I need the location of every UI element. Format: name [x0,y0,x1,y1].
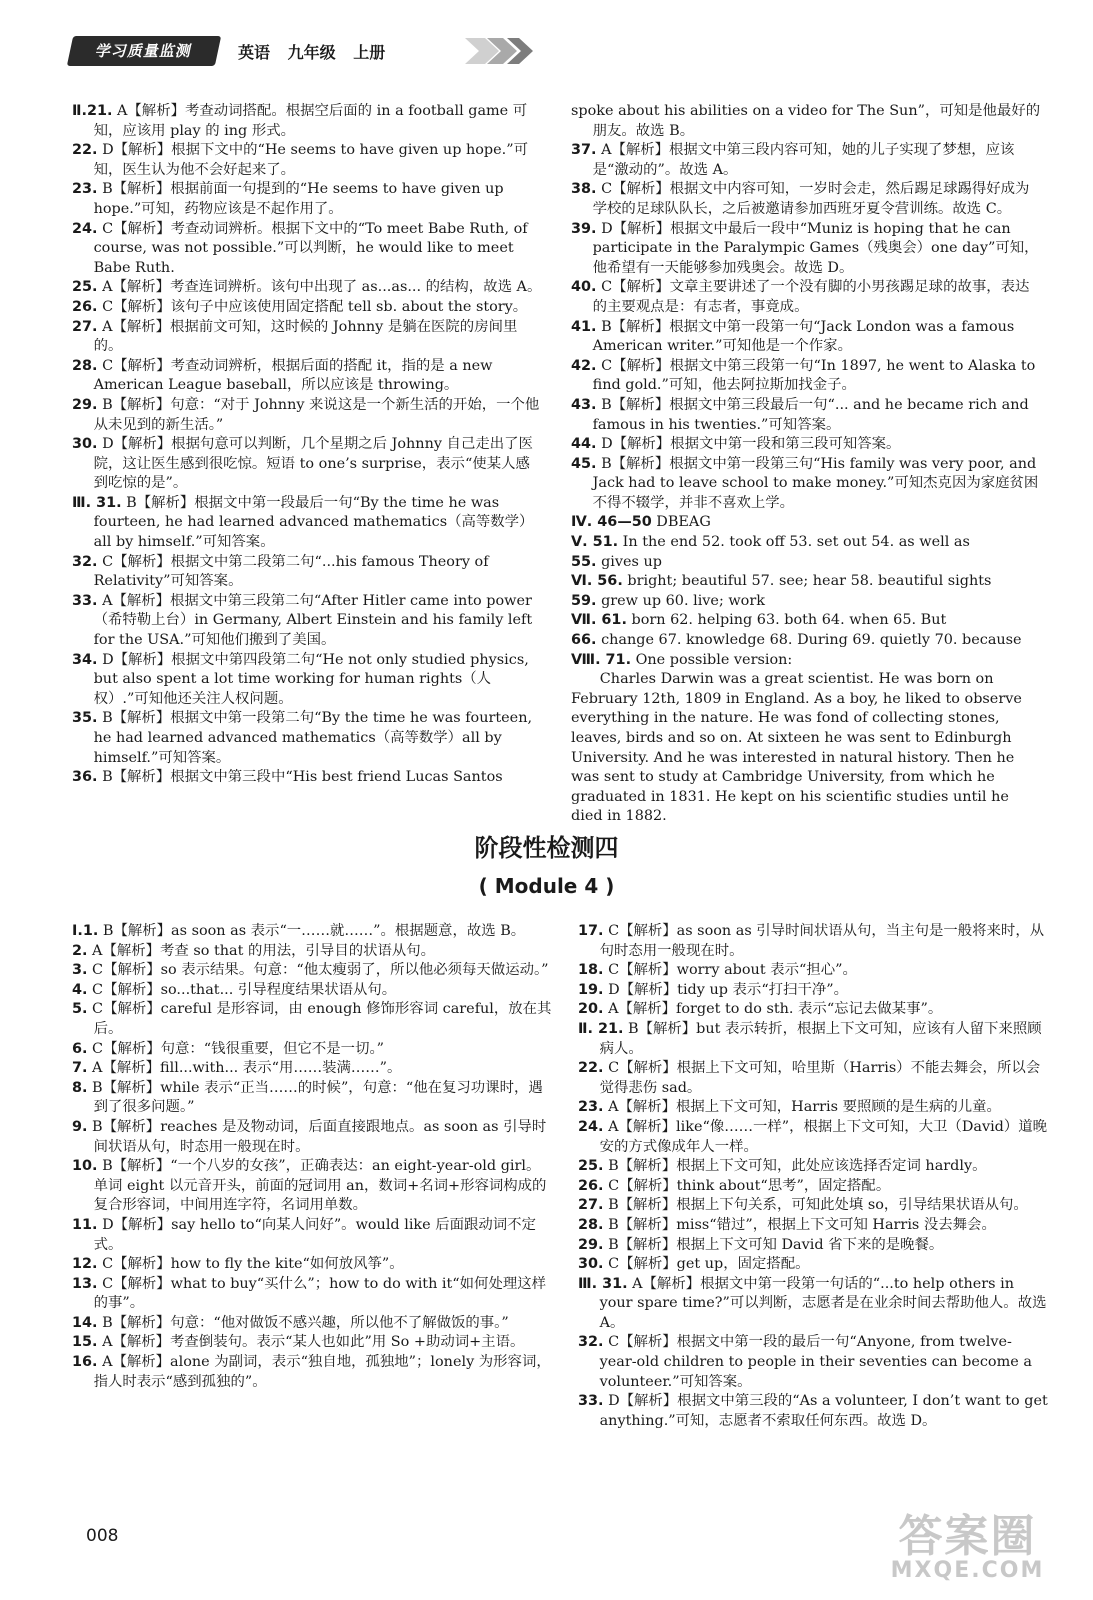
answer-text: A【解析】根据文中第三段第二句“After Hitler came into power（希特勒上台）in Germany, Albert Einstein and his family left for the USA.”可知他们搬到了美国。 [93,592,533,649]
answer-text: C【解析】根据文中第一段的最后一句“Anyone, from twelve-year-old children to people in their seventies can become a volunteer.”可知答案。 [599,1334,1032,1390]
watermark-bottom: MXQE.COM [890,1558,1045,1583]
answer-number: 35. [72,710,98,727]
answer-item [72,1000,552,1039]
answer-text: C【解析】as soon as 引导时间状语从句，当主句是一般将来时，从句时态用一般现在时。 [599,923,1045,959]
answer-text: B【解析】根据文中第一段第二句“By the time he was fourteen, he had learned advanced mathematics（高等数学）all by himself.”可知答案。 [93,710,533,766]
answer-text: D【解析】tidy up 表示“打扫干净”。 [603,981,848,998]
answer-item [72,102,542,141]
answer-text: C【解析】so...that... 引导程度结果状语从句。 [87,981,397,998]
answer-text: A【解析】like“像……一样”，根据上下文可知，大卫（David）道晚安的方式像成年人一样。 [599,1118,1048,1155]
answer-item [571,651,1043,671]
answer-text: bright; beautiful 57. see; hear 58. beautiful sights [622,573,992,590]
answer-number: 34. [72,651,98,668]
answer-item [571,220,1043,279]
model-essay: Charles Darwin was a great scientist. He was born on February 12th, 1809 in England. As a boy, he liked to observe everything in the nature. He was fond of collecting stones, leaves, birds and so on. At sixteen he was sent to Edinburgh University. And he was interested in natural history. Then he was sent to study at Cambridge University, from which he graduated in 1831. He kept on his scientific studies until he died in 1882. [571,671,1022,825]
answer-text: A【解析】考查动词搭配。根据空后面的 in a football game 可知，应该用 play 的 ing 形式。 [93,103,528,139]
answer-text: B【解析】while 表示“正当……的时候”，句意：“他在复习功课时，遇到了很多问题。” [87,1079,543,1116]
answer-text: D【解析】根据文中第一段和第三段可知答案。 [596,436,901,453]
answer-text: C【解析】根据文中内容可知，一岁时会走，然后踢足球踢得好成为学校的足球队队长，之后被邀请参加西班牙夏令营训练。故选 C。 [592,181,1030,217]
answer-number: Ⅵ. 56. [571,573,623,590]
section-subtitle: ( Module 4 ) [478,874,615,898]
answer-item [72,435,542,494]
answer-item [571,141,1043,180]
answer-item [571,435,1043,455]
answer-item [571,592,1043,612]
answer-text: C【解析】worry about 表示“担心”。 [603,962,857,979]
answer-item [72,1255,552,1275]
answer-text: D【解析】say hello to“向某人问好”。would like 后面跟动词不定式。 [93,1216,536,1253]
answer-item [578,1118,1048,1157]
answer-text: B【解析】句意：“他对做饭不感兴趣，所以他不了解做饭的事。” [97,1314,509,1331]
answer-number: 19. [578,981,604,998]
answer-number: Ⅶ. 61. [571,612,627,629]
answer-number: 55. [571,553,597,570]
answer-number: 23. [578,1099,604,1116]
answer-item [72,942,552,962]
answer-text: A【解析】考查倒装句。表示“某人也如此”用 So +助动词+主语。 [97,1334,525,1351]
answer-number: 32. [72,553,98,570]
answer-item [578,1216,1048,1236]
answer-text: C【解析】think about“思考”，固定搭配。 [603,1177,891,1194]
answer-item [571,357,1043,396]
answer-number: 13. [72,1275,98,1292]
answer-number: 26. [578,1177,604,1194]
answer-text: C【解析】文章主要讲述了一个没有脚的小男孩踢足球的故事，表达的主要观点是：有志者，事竟成。 [592,279,1030,315]
answer-number: 8. [72,1079,88,1096]
answer-text: B【解析】根据上下文可知 David 省下来的是晚餐。 [603,1236,944,1253]
answer-item [72,318,542,357]
answer-number: 6. [72,1040,88,1057]
answer-item [72,1333,552,1353]
answer-item [571,318,1043,357]
answer-number: 40. [571,279,597,296]
answer-text: A【解析】fill...with... 表示“用……装满……”。 [87,1060,402,1077]
answer-text: grew up 60. live; work [596,592,765,609]
answer-text: C【解析】how to fly the kite“如何放风筝”。 [97,1256,404,1273]
answer-number: 27. [72,318,98,335]
answer-item [578,1392,1048,1431]
answer-text: D【解析】根据文中第三段的“As a volunteer, I don’t want to get anything.”可知，志愿者不索取任何东西。故选 D。 [599,1393,1048,1429]
answer-number: 33. [72,592,98,609]
answer-number: 15. [72,1334,98,1351]
answer-item [571,102,1043,141]
answers-column-right-top [571,102,1043,827]
answer-number: 32. [578,1334,604,1351]
answer-number: 24. [72,220,98,237]
answer-number: 9. [72,1118,88,1135]
answer-item [578,1236,1048,1256]
answer-item [578,1196,1048,1216]
answer-text: D【解析】根据句意可以判断，几个星期之后 Johnny 自己走出了医院，这让医生感到很吃惊。短语 to one’s surprise，表示“使某人感到吃惊的是”。 [93,436,533,492]
answer-text: D【解析】根据下文中的“He seems to have given up hope.”可知，医生认为他不会好起来了。 [93,142,528,178]
answer-item [72,298,542,318]
answer-item [571,553,1043,573]
answer-text: B【解析】根据上下句关系，可知此处填 so，引导结果状语从句。 [603,1197,1028,1214]
answer-item [72,1157,552,1216]
answer-number: 22. [578,1060,604,1077]
section-title: 阶段性检测四 [474,834,619,862]
answer-text: B【解析】根据上下文可知，此处应该选择否定词 hardly。 [603,1158,987,1175]
answer-item [571,572,1043,592]
answer-number: 38. [571,181,597,198]
answer-number: 5. [72,1001,88,1018]
answer-item [72,1275,552,1314]
answer-number: 44. [571,436,597,453]
answer-text: C【解析】根据文中第二段第二句“...his famous Theory of Relativity”可知答案。 [93,553,489,590]
answer-number: 30. [578,1256,604,1273]
answer-item [578,961,1048,981]
answer-text: C【解析】根据上下文可知，哈里斯（Harris）不能去舞会，所以会觉得悲伤 sad。 [599,1060,1041,1096]
answer-item [578,1275,1048,1334]
answer-number: 22. [72,142,98,159]
answer-text: A【解析】根据前文可知，这时候的 Johnny 是躺在医院的房间里的。 [93,318,518,355]
answer-item [72,1040,552,1060]
answer-number: Ⅳ. 46—50 [571,514,652,531]
answers-column-left-bottom [72,922,552,1392]
answer-item [578,1020,1048,1059]
answer-text: C【解析】so 表示结果。句意：“他太瘦弱了，所以他必须每天做运动。” [87,962,549,979]
answer-item [72,768,542,788]
answer-number: 23. [72,181,98,198]
answer-item [578,981,1048,1001]
answer-text: A【解析】考查 so that 的用法，引导目的状语从句。 [87,942,436,959]
answer-number: 4. [72,981,88,998]
answer-item [72,1059,552,1079]
answer-text: gives up [596,553,662,570]
answer-number: 37. [571,142,597,159]
answer-number: 16. [72,1354,98,1371]
answer-number: 24. [578,1118,604,1135]
answer-number: 20. [578,1001,604,1018]
answer-item [578,1059,1048,1098]
volume-label: 上册 [353,43,386,62]
answer-number: 25. [578,1158,604,1175]
answer-text: change 67. knowledge 68. During 69. quietly 70. because [596,632,1022,649]
answer-item [578,922,1048,961]
answer-number: 59. [571,592,597,609]
answer-text: B【解析】reaches 是及物动词，后面直接跟地点。as soon as 引导时间状语从句，时态用一般现在时。 [87,1118,547,1155]
answer-text: DBEAG [651,514,711,531]
answer-item [571,455,1043,514]
answer-text: C【解析】根据文中第三段第一句“In 1897, he went to Alaska to find gold.”可知，他去阿拉斯加找金子。 [592,357,1036,394]
answer-number: Ⅷ. 71. [571,651,632,668]
answer-item [72,961,552,981]
answer-text: B【解析】句意：“对于 Johnny 来说这是一个新生活的开始，一个他从未见到的新生活。” [93,396,540,433]
answer-number: 29. [72,396,98,413]
answer-number: 30. [72,436,98,453]
answer-item [72,278,542,298]
answer-text: B【解析】as soon as 表示“一……就……”。根据题意，故选 B。 [98,923,526,939]
answer-text: B【解析】根据文中第一段第三句“His family was very poor, and Jack had to leave school to make money.”可知杰克因为家庭贫困不得不辍学，并非不喜欢上学。 [592,455,1039,511]
series-badge: 学习质量监测 [67,36,221,66]
answer-text: One possible version: [631,651,793,668]
answer-number: Ⅱ.21. [72,103,113,119]
answer-number: 42. [571,357,597,374]
answer-text: C【解析】get up，固定搭配。 [603,1256,810,1273]
answer-item [72,1353,552,1392]
answer-number: 28. [72,357,98,374]
answer-text: B【解析】“一个八岁的女孩”，正确表达：an eight-year-old girl。单词 eight 以元音开头，前面的冠词用 an，数词+名词+形容词构成的复合形容词，中间用连字符，名词用单数。 [93,1158,547,1214]
answer-text: spoke about his abilities on a video for The Sun”，可知是他最好的朋友。故选 B。 [571,103,1041,139]
answer-number: 36. [72,769,98,786]
book-subject [238,40,397,66]
answer-item [72,1118,552,1157]
answer-number: Ⅰ.1. [72,923,99,939]
answer-number: 11. [72,1216,98,1233]
answer-text: A【解析】根据文中第三段内容可知，她的儿子实现了梦想，应该是“激动的”。故选 A。 [592,142,1015,178]
chevron-arrows-icon [465,34,537,68]
answer-number: 26. [72,298,98,315]
answer-number: 2. [72,942,88,959]
page-number: 008 [86,1526,119,1546]
answer-item [571,513,1043,533]
answer-number: 3. [72,962,88,979]
answer-number: Ⅴ. 51. [571,534,619,551]
answer-number: 43. [571,396,597,413]
watermark-logo [875,1500,1060,1590]
answer-text: C【解析】考查动词辨析，根据后面的搭配 it，指的是 a new American League baseball，所以应该是 throwing。 [93,357,493,394]
answer-text: C【解析】考查动词辨析。根据下文中的“To meet Babe Ruth, of course, was not possible.”可以判断，he would like to meet Babe Ruth. [93,220,528,276]
answer-item [578,1333,1048,1392]
answer-item [72,981,552,1001]
answer-item [72,1079,552,1118]
answer-item [72,592,542,651]
answers-column-right-bottom [578,922,1048,1431]
answer-item [571,631,1043,651]
answer-number: 7. [72,1060,88,1077]
page-header [70,30,540,74]
answer-item [72,1216,552,1255]
subject-label: 英语 [238,43,271,62]
answer-item [72,494,542,553]
answer-number: 14. [72,1314,98,1331]
answer-item [578,1000,1048,1020]
answer-text: D【解析】根据文中第四段第二句“He not only studied physics, but also spent a lot time working for human rights（人权）.”可知他还关注人权问题。 [93,651,529,707]
answer-text: B【解析】根据文中第一段第一句“Jack London was a famous American writer.”可知他是一个作家。 [592,318,1015,355]
answer-item [72,709,542,768]
answer-number: Ⅱ. 21. [578,1020,624,1037]
answer-number: 27. [578,1197,604,1214]
answer-item [72,396,542,435]
answers-column-left-top [72,102,542,788]
answer-item [571,278,1043,317]
answer-text: A【解析】根据上下文可知，Harris 要照顾的是生病的儿童。 [603,1099,1001,1116]
answer-item [72,922,552,942]
answer-text: A【解析】考查连词辨析。该句中出现了 as...as... 的结构，故选 A。 [97,279,542,296]
answer-number: 12. [72,1256,98,1273]
answer-item [578,1157,1048,1177]
answer-text: A【解析】alone 为副词，表示“独自地，孤独地”；lonely 为形容词，指人时表示“感到孤独的”。 [93,1354,551,1390]
answers-list-right-top [571,102,1043,670]
answer-text: C【解析】句意：“钱很重要，但它不是一切。” [87,1040,385,1057]
answer-item [72,553,542,592]
answer-text: B【解析】根据文中第一段最后一句“By the time he was fourteen, he had learned advanced mathematics（高等数学）all by himself.”可知答案。 [93,494,534,551]
grade-label: 九年级 [287,43,336,62]
answer-number: Ⅲ. 31. [72,494,122,511]
answer-text: born 62. helping 63. both 64. when 65. But [626,612,947,629]
answer-item [72,357,542,396]
answer-number: 28. [578,1216,604,1233]
answer-number: 66. [571,632,597,649]
answer-number: Ⅲ. 31. [578,1275,628,1292]
answer-text: A【解析】forget to do sth. 表示“忘记去做某事”。 [603,1001,943,1018]
answer-item [578,1177,1048,1197]
answer-text: B【解析】根据文中第三段最后一句“... and he became rich and famous in his twenties.”可知答案。 [592,396,1029,433]
answer-item [72,651,542,710]
answer-number: 10. [72,1158,98,1175]
answer-number: 29. [578,1236,604,1253]
answer-number: 45. [571,455,597,472]
answer-item [72,141,542,180]
answer-text: B【解析】but 表示转折，根据上下文可知，应该有人留下来照顾病人。 [599,1020,1042,1057]
answer-text: C【解析】what to buy“买什么”；how to do with it“如何处理这样的事”。 [93,1275,547,1312]
answer-number: 18. [578,962,604,979]
answer-text: C【解析】该句子中应该使用固定搭配 tell sb. about the story。 [97,298,528,315]
answer-number: 17. [578,923,604,939]
answer-number: 33. [578,1393,604,1410]
answer-item [571,533,1043,553]
answer-item [578,1255,1048,1275]
answer-item [72,180,542,219]
answer-item [578,1098,1048,1118]
answer-text: In the end 52. took off 53. set out 54. as well as [618,534,970,551]
answer-item [571,611,1043,631]
answer-text: B【解析】根据前面一句提到的“He seems to have given up hope.”可知，药物应该是不起作用了。 [93,181,504,217]
answer-text: A【解析】根据文中第一段第一句话的“...to help others in your spare time?”可以判断，志愿者是在业余时间去帮助他人。故选 A。 [599,1275,1047,1331]
answer-text: B【解析】miss“错过”，根据上下文可知 Harris 没去舞会。 [603,1216,996,1233]
answer-text: C【解析】careful 是形容词，由 enough 修饰形容词 careful，放在其后。 [87,1001,552,1037]
answer-number: 25. [72,279,98,296]
answer-text: B【解析】根据文中第三段中“His best friend Lucas Santos [97,769,503,786]
watermark-top: 答案圈 [898,1511,1037,1562]
answer-number: 39. [571,220,597,237]
answer-item [571,180,1043,219]
answer-item [72,1314,552,1334]
answer-text: D【解析】根据文中最后一段中“Muniz is hoping that he can participate in the Paralympic Games（残奥会）one day”可知，他希望有一天能够参加残奥会。故选 D。 [592,220,1039,276]
answer-item [571,396,1043,435]
answer-item [72,220,542,279]
answer-number: 41. [571,318,597,335]
